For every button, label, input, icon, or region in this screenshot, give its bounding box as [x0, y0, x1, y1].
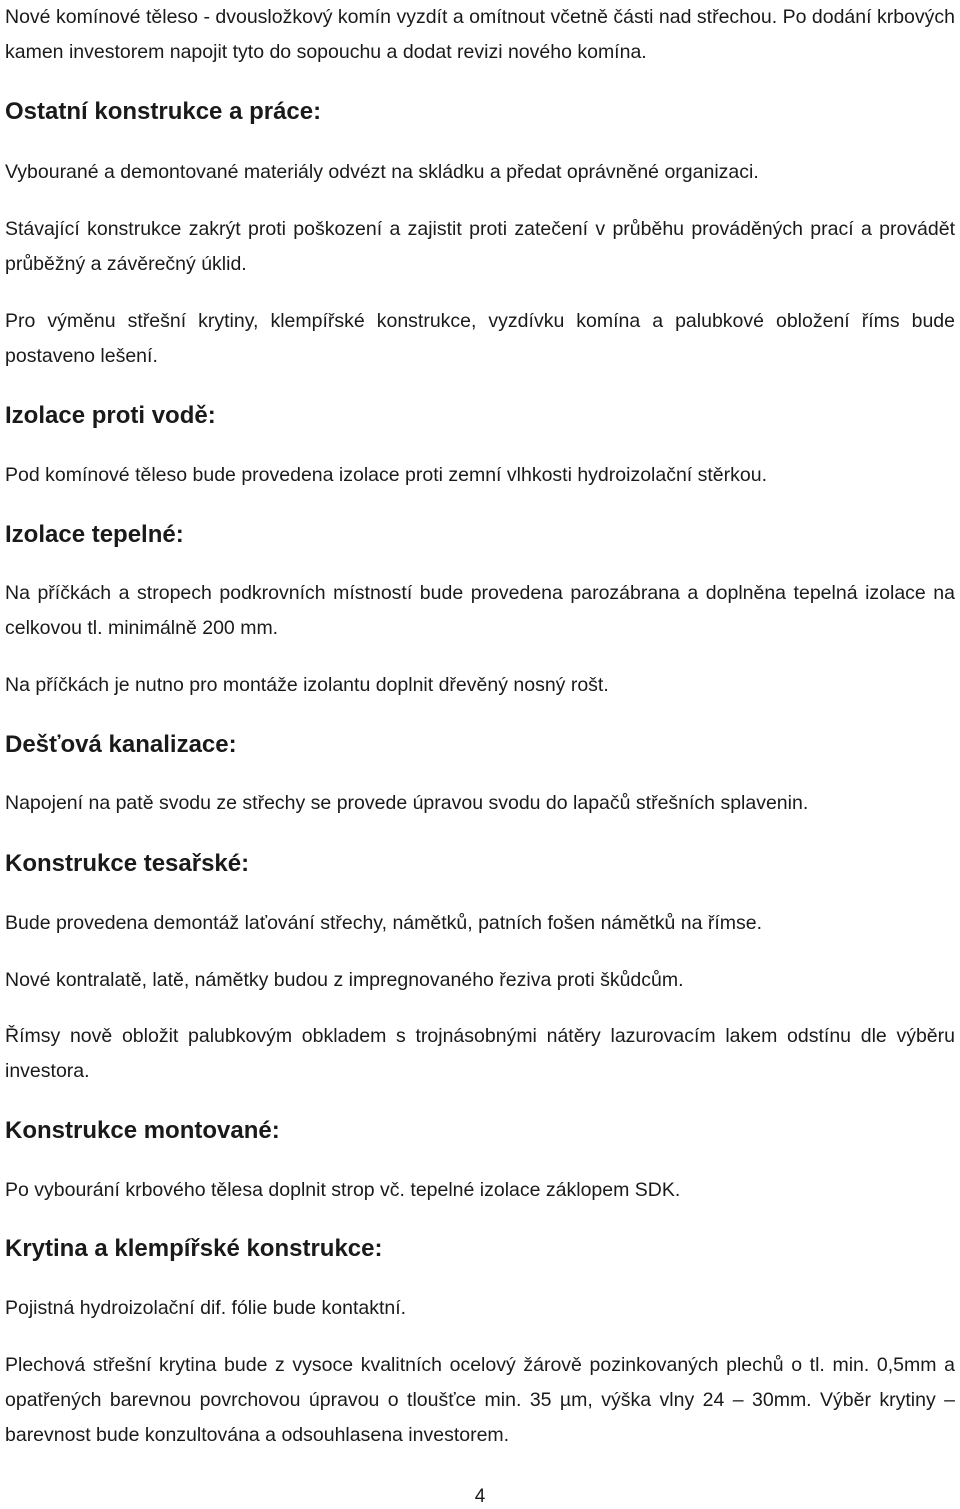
existing-structures-paragraph: Stávající konstrukce zakrýt proti poškození a zajistit proti zatečení v průběhu prováděných prací a provádět průběžný a závěrečný úklid. — [5, 218, 955, 275]
demolished-materials-paragraph: Vybourané a demontované materiály odvézt na skládku a předat oprávněné organizaci. — [5, 161, 759, 183]
cornice-paneling-paragraph: Římsy nově obložit palubkovým obkladem s trojnásobnými nátěry lazurovacím lakem odstínu dle výběru investora. — [5, 1025, 955, 1082]
scaffolding-paragraph: Pro výměnu střešní krytiny, klempířské konstrukce, vyzdívku komína a palubkové obložení říms bude postaveno lešení. — [5, 310, 955, 367]
heading-assembled-structures: Konstrukce montované: — [5, 1117, 280, 1144]
heading-roofing-and-sheet-metal: Krytina a klempířské konstrukce: — [5, 1235, 383, 1262]
drainage-paragraph: Napojení na patě svodu ze střechy se provede úpravou svodu do lapačů střešních splavenin. — [5, 792, 809, 814]
page-number: 4 — [474, 1486, 486, 1507]
heading-thermal-insulation: Izolace tepelné: — [5, 521, 184, 548]
chimney-paragraph: Nové komínové těleso - dvousložkový komín vyzdít a omítnout včetně části nad střechou. Po dodání krbových kamen investorem napojit tyto do sopouchu a dodat revizi nového komína. — [5, 6, 955, 63]
heading-waterproofing: Izolace proti vodě: — [5, 402, 216, 429]
ceiling-completion-paragraph: Po vybourání krbového tělesa doplnit strop vč. tepelné izolace záklopem SDK. — [5, 1179, 681, 1201]
counter-battens-paragraph: Nové kontralatě, latě, námětky budou z impregnovaného řeziva proti škůdcům. — [5, 969, 684, 991]
diffusion-foil-paragraph: Pojistná hydroizolační dif. fólie bude kontaktní. — [5, 1297, 407, 1319]
heading-carpentry: Konstrukce tesařské: — [5, 850, 250, 877]
wooden-grid-paragraph: Na příčkách je nutno pro montáže izolantu doplnit dřevěný nosný rošt. — [5, 674, 609, 696]
waterproofing-paragraph: Pod komínové těleso bude provedena izolace proti zemní vlhkosti hydroizolační stěrkou. — [5, 464, 768, 486]
heading-rainwater-drainage: Dešťová kanalizace: — [5, 731, 237, 758]
thermal-insulation-paragraph: Na příčkách a stropech podkrovních místností bude provedena parozábrana a doplněna tepelná izolace na celkovou tl. minimálně 200 mm. — [5, 582, 955, 639]
metal-roofing-paragraph: Plechová střešní krytina bude z vysoce kvalitních ocelový žárově pozinkovaných plechů o tl. min. 0,5mm a opatřených barevnou povrchovou úpravou o tloušťce min. 35 µm, výška vlny 24 – 30mm. Výběr krytiny – barevnost bude konzultována a odsouhlasena investorem. — [5, 1354, 955, 1446]
carpentry-demolition-paragraph: Bude provedena demontáž laťování střechy, námětků, patních fošen námětků na římse. — [5, 912, 763, 934]
heading-other-structures: Ostatní konstrukce a práce: — [5, 98, 322, 125]
